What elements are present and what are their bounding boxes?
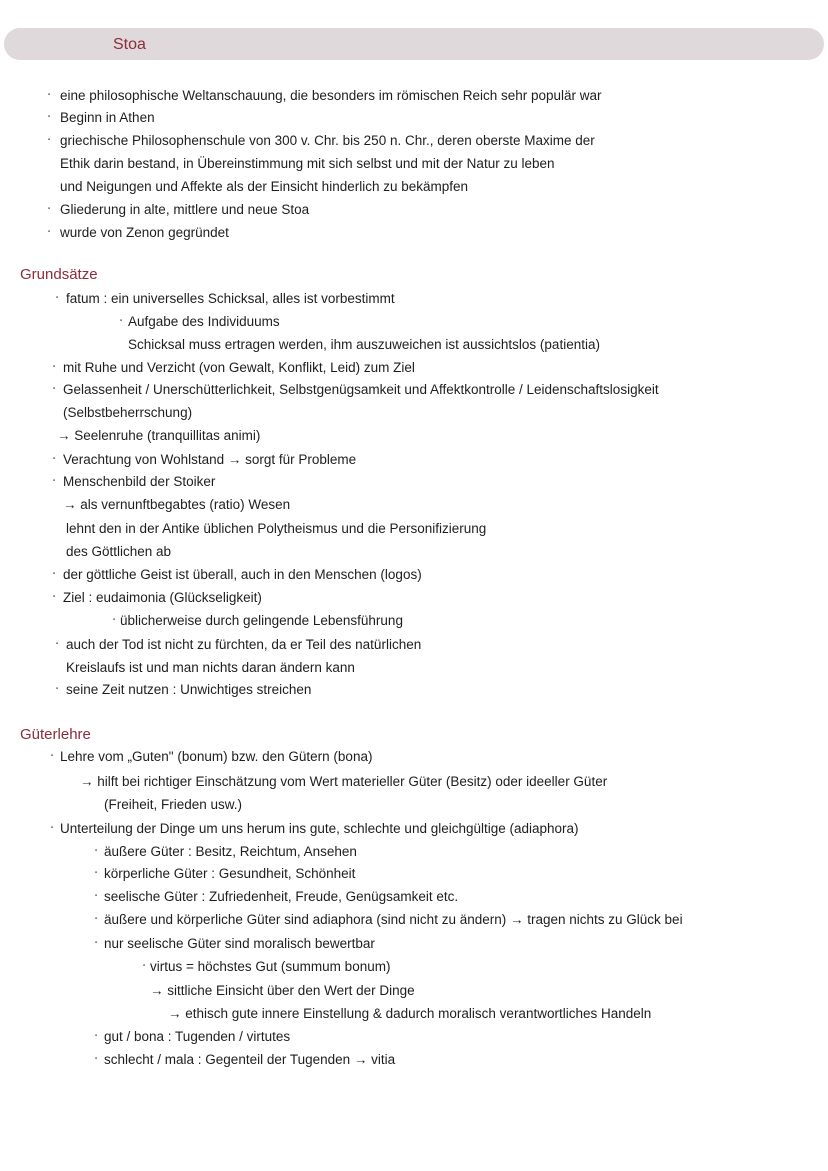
gueterlehre-line: → sittliche Einsicht über den Wert der Dinge xyxy=(150,983,415,998)
grundsatz-line: auch der Tod ist nicht zu fürchten, da er Teil des natürlichen xyxy=(66,637,422,652)
bullet: · xyxy=(94,912,99,927)
bullet: · xyxy=(55,637,60,652)
gueterlehre-line: nur seelische Güter sind moralisch bewertbar xyxy=(104,936,375,951)
grundsatz-line: → als vernunftbegabtes (ratio) Wesen xyxy=(63,497,291,512)
gueterlehre-line: seelische Güter : Zufriedenheit, Freude, Genügsamkeit etc. xyxy=(104,889,459,904)
bullet: · xyxy=(47,88,52,103)
page-title: Stoa xyxy=(113,36,146,53)
grundsatz-line: Menschenbild der Stoiker xyxy=(63,474,216,489)
bullet: · xyxy=(47,202,52,217)
grundsatz-line: Ziel : eudaimonia (Glückseligkeit) xyxy=(63,590,262,605)
bullet: · xyxy=(47,133,52,148)
gueterlehre-line: gut / bona : Tugenden / virtutes xyxy=(104,1029,291,1044)
bullet: · xyxy=(50,821,55,836)
intro-line: eine philosophische Weltanschauung, die besonders im römischen Reich sehr populär war xyxy=(60,88,602,103)
intro-line: Gliederung in alte, mittlere und neue Stoa xyxy=(60,202,310,217)
grundsatz-line: (Selbstbeherrschung) xyxy=(63,405,193,420)
bullet: · xyxy=(142,959,147,974)
grundsatz-line: Schicksal muss ertragen werden, ihm auszuweichen ist aussichtslos (patientia) xyxy=(128,337,600,352)
bullet: · xyxy=(52,590,57,605)
grundsatz-line: lehnt den in der Antike üblichen Polytheismus und die Personifizierung xyxy=(66,521,487,536)
bullet: · xyxy=(94,936,99,951)
bullet: · xyxy=(94,889,99,904)
bullet: · xyxy=(52,382,57,397)
intro-line: Ethik darin bestand, in Übereinstimmung mit sich selbst und mit der Natur zu leben xyxy=(60,156,555,171)
bullet: · xyxy=(52,452,57,467)
bullet: · xyxy=(50,749,55,764)
bullet: · xyxy=(55,291,60,306)
bullet: · xyxy=(47,225,52,240)
bullet: · xyxy=(94,1052,99,1067)
gueterlehre-line: Lehre vom „Guten" (bonum) bzw. den Gütern (bona) xyxy=(60,749,373,764)
grundsatz-line: des Göttlichen ab xyxy=(66,544,172,559)
gueterlehre-line: körperliche Güter : Gesundheit, Schönheit xyxy=(104,866,356,881)
gueterlehre-line: → ethisch gute innere Einstellung & dadurch moralisch verantwortliches Handeln xyxy=(168,1006,652,1021)
grundsatz-line: fatum : ein universelles Schicksal, alles ist vorbestimmt xyxy=(66,291,395,306)
bullet: · xyxy=(94,844,99,859)
bullet: · xyxy=(52,474,57,489)
grundsatz-line: der göttliche Geist ist überall, auch in den Menschen (logos) xyxy=(63,567,422,582)
grundsatz-line: mit Ruhe und Verzicht (von Gewalt, Konflikt, Leid) zum Ziel xyxy=(63,360,415,375)
gueterlehre-line: schlecht / mala : Gegenteil der Tugenden → vitia xyxy=(104,1052,396,1067)
grundsatz-line: → Seelenruhe (tranquillitas animi) xyxy=(57,428,261,443)
gueterlehre-line: virtus = höchstes Gut (summum bonum) xyxy=(150,959,391,974)
grundsatz-line: Gelassenheit / Unerschütterlichkeit, Selbstgenügsamkeit und Affektkontrolle / Leidenschaftslosigkeit xyxy=(63,382,659,397)
bullet: · xyxy=(52,567,57,582)
grundsatz-line: üblicherweise durch gelingende Lebensführung xyxy=(120,613,403,628)
bullet: · xyxy=(47,110,52,125)
section-heading-gueterlehre: Güterlehre xyxy=(20,726,91,743)
bullet: · xyxy=(52,360,57,375)
gueterlehre-line: (Freiheit, Frieden usw.) xyxy=(104,797,243,812)
grundsatz-line: seine Zeit nutzen : Unwichtiges streichen xyxy=(66,682,312,697)
gueterlehre-line: → hilft bei richtiger Einschätzung vom Wert materieller Güter (Besitz) oder ideeller Güter xyxy=(80,774,608,789)
bullet: · xyxy=(94,1029,99,1044)
intro-line: und Neigungen und Affekte als der Einsicht hinderlich zu bekämpfen xyxy=(60,179,469,194)
bullet: · xyxy=(94,866,99,881)
intro-line: wurde von Zenon gegründet xyxy=(60,225,229,240)
intro-line: griechische Philosophenschule von 300 v. Chr. bis 250 n. Chr., deren oberste Maxime der xyxy=(60,133,595,148)
bullet: · xyxy=(119,314,124,329)
gueterlehre-line: Unterteilung der Dinge um uns herum ins gute, schlechte und gleichgültige (adiaphora) xyxy=(60,821,579,836)
gueterlehre-line: äußere und körperliche Güter sind adiaphora (sind nicht zu ändern) → tragen nichts zu Glück bei xyxy=(104,912,683,927)
bullet: · xyxy=(55,682,60,697)
bullet: · xyxy=(112,613,117,628)
gueterlehre-line: äußere Güter : Besitz, Reichtum, Ansehen xyxy=(104,844,357,859)
section-heading-grundsaetze: Grundsätze xyxy=(20,266,98,283)
grundsatz-line: Kreislaufs ist und man nichts daran ändern kann xyxy=(66,660,355,675)
grundsatz-line: Aufgabe des Individuums xyxy=(128,314,280,329)
grundsatz-line: Verachtung von Wohlstand → sorgt für Probleme xyxy=(63,452,357,467)
intro-line: Beginn in Athen xyxy=(60,110,155,125)
